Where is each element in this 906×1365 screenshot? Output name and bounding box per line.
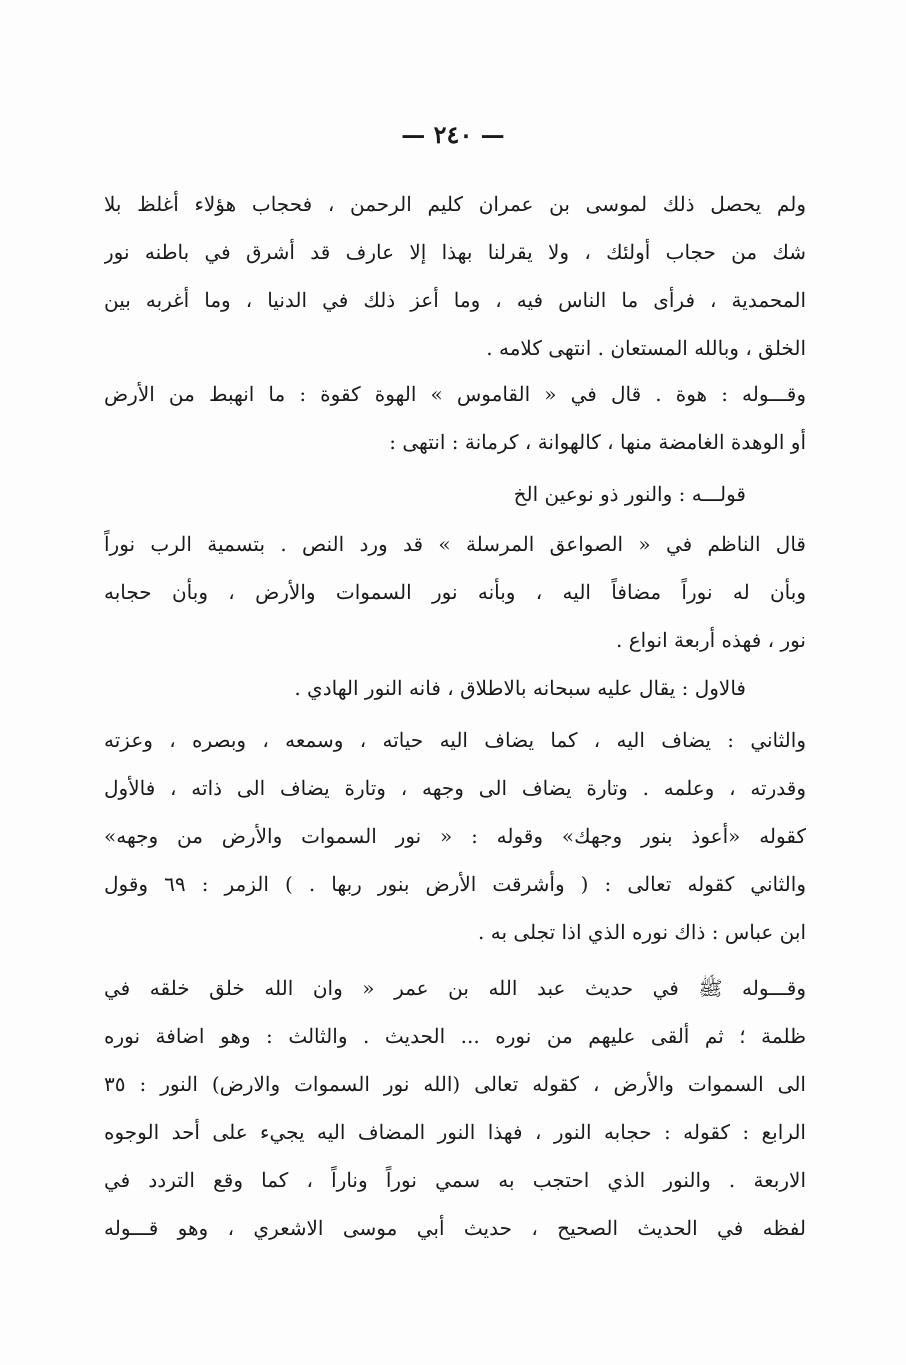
text-line: فالاول : يقال عليه سبحانه بالاطلاق ، فانه النور الهادي . (294, 676, 746, 700)
text-line: الخلق ، وبالله المستعان . انتهى كلامه . (486, 336, 806, 360)
text-line: ولم يحصل ذلك لموسى بن عمران كليم الرحمن ، فحجاب هؤلاء أغلظ بلا (104, 192, 806, 216)
text-line: والثاني : يضاف اليه ، كما يضاف اليه حياته ، وسمعه ، وبصره ، وعزته (104, 728, 806, 752)
text-line: شك من حجاب أولئك ، ولا يقرلنا بهذا إلا عارف قد أشرق في باطنه نور (104, 240, 806, 264)
text-line: وقدرته ، وعلمه . وتارة يضاف الى وجهه ، وتارة يضاف الى ذاته ، فالأول (104, 776, 806, 800)
text-line: وقـــوله : هوة . قال في « القاموس » الهوة كقوة : ما انهبط من الأرض (104, 382, 806, 406)
text-line: أو الوهدة الغامضة منها ، كالهوانة ، كرمانة : انتهى : (389, 430, 806, 454)
text-line: الرابع : كقوله : حجابه النور ، فهذا النور المضاف اليه يجيء على أحد الوجوه (104, 1120, 806, 1144)
text-line: المحمدية ، فرأى ما الناس فيه ، وما أعز ذلك في الدنيا ، وما أغربه بين (104, 288, 806, 312)
paragraph-1 (104, 180, 806, 372)
text-line: قال الناظم في « الصواعق المرسلة » قد ورد النص . بتسمية الرب نوراً (104, 532, 806, 556)
paragraph-6 (104, 716, 806, 956)
paragraph-5 (104, 664, 806, 712)
text-line: الاربعة . والنور الذي احتجب به سمي نوراً وناراً ، كما وقع التردد في (104, 1168, 806, 1192)
paragraph-3 (104, 470, 806, 518)
paragraph-4 (104, 520, 806, 664)
text-line: الى السموات والأرض ، كقوله تعالى (الله نور السموات والارض) النور : ٣٥ (104, 1072, 806, 1096)
text-line: لفظه في الحديث الصحيح ، حديث أبي موسى الاشعري ، وهو قـــوله (104, 1216, 806, 1240)
paragraph-7 (104, 964, 806, 1252)
text-line: قولـــه : والنور ذو نوعين الخ (513, 482, 746, 506)
text-line: وقـــوله ﷺ في حديث عبد الله بن عمر « وان الله خلق خلقه في (104, 976, 806, 1000)
text-line: ابن عباس : ذاك نوره الذي اذا تجلى به . (478, 920, 806, 944)
text-line: وبأن له نوراً مضافاً اليه ، وبأنه نور السموات والأرض ، وبأن حجابه (104, 580, 806, 604)
text-line: نور ، فهذه أربعة انواع . (615, 628, 806, 652)
text-line: ظلمة ؛ ثم ألقى عليهم من نوره ... الحديث . والثالث : وهو اضافة نوره (104, 1024, 806, 1048)
text-line: والثاني كقوله تعالى : ( وأشرقت الأرض بنور ربها . ) الزمر : ٦٩ وقول (104, 872, 806, 896)
page-number: — ٢٤٠ — (401, 120, 505, 149)
paragraph-2 (104, 370, 806, 466)
text-line: كقوله «أعوذ بنور وجهك» وقوله : « نور السموات والأرض من وجهه» (104, 824, 806, 848)
